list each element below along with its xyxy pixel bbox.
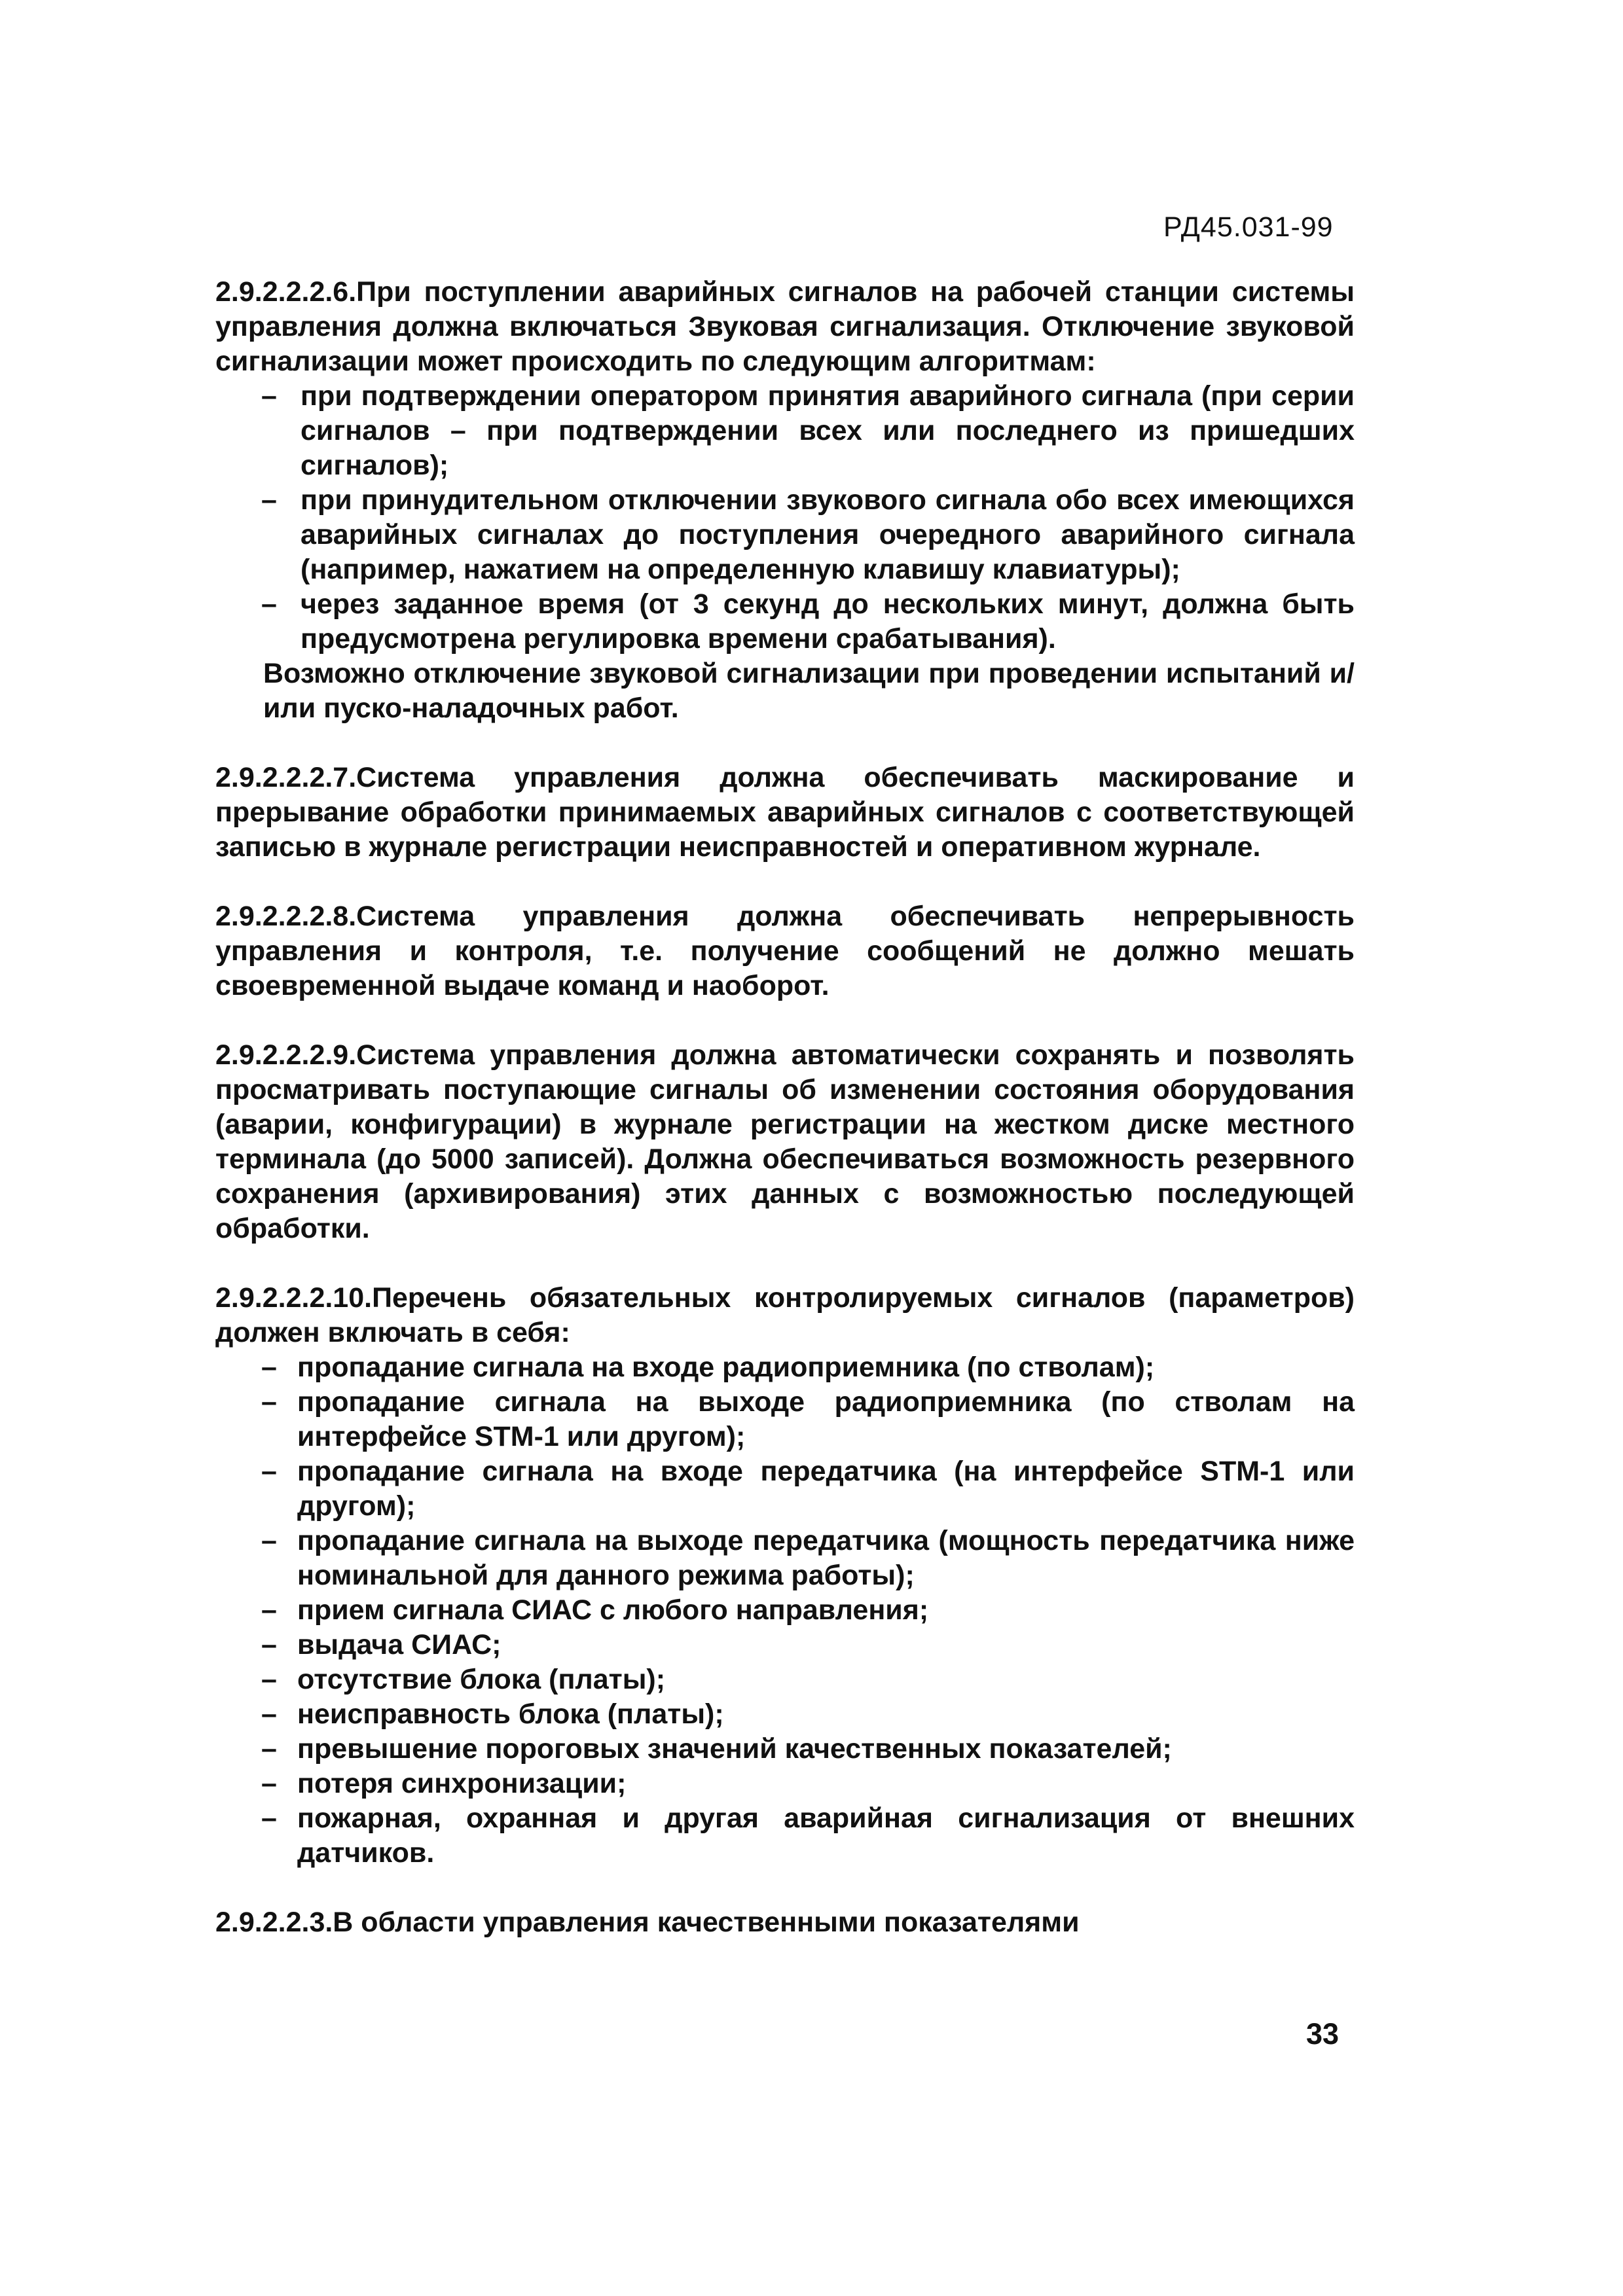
list-item xyxy=(215,1662,1355,1697)
list-item-text: отсутствие блока (платы); xyxy=(297,1664,666,1695)
section-2-9-2-2-2-6 xyxy=(215,275,1355,726)
dash-marker: – xyxy=(261,1386,277,1418)
list-item-text: пропадание сигнала на входе передатчика (на интерфейсе STM-1 или другом); xyxy=(297,1456,1355,1522)
list-item xyxy=(215,1454,1355,1524)
section-2-9-2-2-2-7 xyxy=(215,761,1355,865)
paragraph-lead: 2.9.2.2.2.10.Перечень обязательных контролируемых сигналов (параметров) должен включать в себя: xyxy=(215,1282,1355,1348)
dash-marker: – xyxy=(261,1803,277,1834)
dash-marker: – xyxy=(261,1525,277,1556)
list-item-text: через заданное время (от 3 секунд до нескольких минут, должна быть предусмотрена регулировка времени срабатывания). xyxy=(301,588,1355,655)
list-item-text: превышение пороговых значений качественных показателей; xyxy=(297,1733,1172,1765)
section-2-9-2-2-2-8 xyxy=(215,899,1355,1003)
paragraph: 2.9.2.2.2.9.Система управления должна автоматически сохранять и позволять просматривать поступающие сигналы об изменении состояния оборудования (аварии, конфигурации) в журнале регистрации на жестком диске местного терминала (до 5000 записей). Должна обеспечиваться возможность резервного сохранения (архивирования) этих данных с возможностью последующей обработки. xyxy=(215,1039,1355,1244)
dash-marker: – xyxy=(261,1629,277,1660)
dash-marker: – xyxy=(261,1352,277,1383)
bullet-list xyxy=(215,379,1355,656)
list-item-text: выдача СИАС; xyxy=(297,1629,501,1660)
list-item-text: пожарная, охранная и другая аварийная сигнализация от внешних датчиков. xyxy=(297,1803,1355,1869)
dash-marker: – xyxy=(261,588,277,620)
list-item xyxy=(215,483,1355,587)
section-2-9-2-2-2-10 xyxy=(215,1281,1355,1871)
dash-marker: – xyxy=(261,1664,277,1695)
list-item-text: пропадание сигнала на входе радиоприемника (по стволам); xyxy=(297,1352,1155,1383)
list-item-text: при принудительном отключении звукового сигнала обо всех имеющихся аварийных сигналах до поступления очередного аварийного сигнала (например, нажатием на определенную клавишу клавиатуры); xyxy=(301,484,1355,585)
dash-marker: – xyxy=(261,380,277,412)
list-item xyxy=(215,1697,1355,1732)
list-item-text: пропадание сигнала на выходе передатчика (мощность передатчика ниже номинальной для данного режима работы); xyxy=(297,1525,1355,1591)
bullet-list xyxy=(215,1350,1355,1871)
list-item xyxy=(215,1593,1355,1628)
paragraph-lead: 2.9.2.2.2.6.При поступлении аварийных сигналов на рабочей станции системы управления должна включаться Звуковая сигнализация. Отключение звуковой сигнализации может происходить по следующим алгоритмам: xyxy=(215,276,1355,377)
dash-marker: – xyxy=(261,1733,277,1765)
list-item xyxy=(215,1732,1355,1767)
section-2-9-2-2-2-9 xyxy=(215,1038,1355,1246)
list-item-text: прием сигнала СИАС с любого направления; xyxy=(297,1594,929,1626)
list-item xyxy=(215,587,1355,656)
list-item-text: пропадание сигнала на выходе радиоприемника (по стволам на интерфейсе STM-1 или другом); xyxy=(297,1386,1355,1452)
list-item-text: при подтверждении оператором принятия аварийного сигнала (при серии сигналов – при подтверждении всех или последнего из пришедших сигналов); xyxy=(301,380,1355,481)
dash-marker: – xyxy=(261,1698,277,1730)
list-item xyxy=(215,1350,1355,1385)
dash-marker: – xyxy=(261,1768,277,1799)
list-item-text: неисправность блока (платы); xyxy=(297,1698,724,1730)
paragraph: 2.9.2.2.2.7.Система управления должна обеспечивать маскирование и прерывание обработки принимаемых аварийных сигналов с соответствующей записью в журнале регистрации неисправностей и оперативном журнале. xyxy=(215,762,1355,863)
list-item xyxy=(215,1801,1355,1871)
dash-marker: – xyxy=(261,1456,277,1487)
section-heading-2-9-2-2-3: 2.9.2.2.3.В области управления качественными показателями xyxy=(215,1907,1080,1938)
list-item xyxy=(215,1385,1355,1454)
list-item xyxy=(215,1524,1355,1593)
document-code: РД45.031-99 xyxy=(1163,211,1334,243)
paragraph-note: Возможно отключение звуковой сигнализации при проведении испытаний и/или пуско-наладочных работ. xyxy=(263,658,1355,724)
list-item xyxy=(215,1628,1355,1662)
document-body xyxy=(215,275,1355,1940)
list-item-text: потеря синхронизации; xyxy=(297,1768,627,1799)
paragraph: 2.9.2.2.2.8.Система управления должна обеспечивать непрерывность управления и контроля, т.е. получение сообщений не должно мешать своевременной выдаче команд и наоборот. xyxy=(215,901,1355,1001)
dash-marker: – xyxy=(261,1594,277,1626)
list-item xyxy=(215,1767,1355,1801)
page-number: 33 xyxy=(1306,2017,1340,2051)
dash-marker: – xyxy=(261,484,277,516)
list-item xyxy=(215,379,1355,483)
